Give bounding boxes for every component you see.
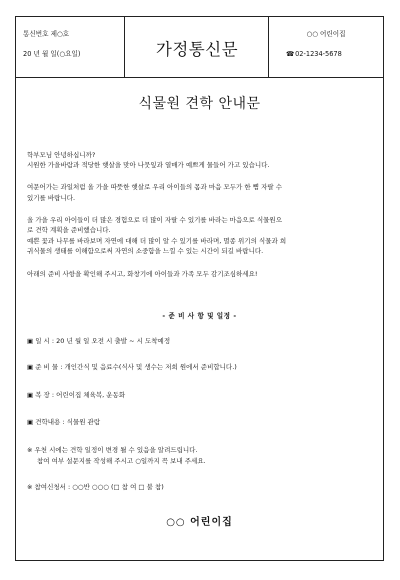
body-line: 로 견학 계획을 준비했습니다. [27, 226, 111, 234]
signup-line: ※ 참여신청서 : ○○반 ○○○ (□ 참 여 □ 불 참) [27, 483, 164, 491]
body-line: 시원한 가을바람과 적당한 햇살을 맞아 나뭇잎과 열매가 예쁘게 물들어 가고 있습니다. [27, 161, 270, 169]
issue-info-box [16, 17, 125, 77]
body-line: 올 가을 우리 아이들이 더 많은 경험으로 더 많이 자랄 수 있기를 바라는 마음으로 식물원으 [27, 216, 282, 224]
program-item: ▣ 견학내용 : 식물원 관람 [27, 418, 101, 426]
notice-line: ※ 우천 시에는 견학 일정이 변경 될 수 있음을 알려드립니다. [27, 446, 198, 454]
supplies-item: ▣ 준 비 물 : 개인간식 및 음료수(식사 및 생수는 저희 원에서 준비합니다.) [27, 363, 237, 371]
school-name: ○○ 어린이집 [306, 30, 346, 38]
dress-code-item: ▣ 복 장 : 어린이집 체육복, 운동화 [27, 391, 126, 399]
body-line: 있기를 바랍니다. [27, 194, 76, 202]
notice-line: 참여 여부 설문지를 작성해 주시고 ○일까지 꼭 보내 주세요. [37, 457, 206, 465]
footer-school-name: ○○ 어린이집 [166, 517, 233, 528]
title-box [125, 17, 269, 77]
body-line: 여문어가는 과일처럼 올 가을 따뜻한 햇살로 우리 아이들의 몸과 마음 모두가 한 뼘 자랄 수 [27, 183, 282, 191]
newsletter-page [15, 16, 384, 561]
document-title: 식물원 견학 안내문 [138, 96, 261, 112]
body-line: 귀식물의 생태를 이해함으로써 자연의 소중함을 느낄 수 있는 시간이 되길 바랍니다. [27, 247, 264, 255]
phone-line [286, 50, 342, 59]
section-heading: - 준 비 사 항 및 일정 - [162, 312, 237, 320]
body-line: 아래의 준비 사항을 확인해 주시고, 화창기에 아이들과 가족 모두 감기조심하세요! [27, 270, 258, 278]
body-line: 학부모님 안녕하십니까? [27, 151, 96, 159]
header-divider [16, 77, 383, 78]
phone-icon: ☎ [286, 50, 295, 58]
newsletter-header [16, 17, 383, 77]
body-line: 예쁜 꽃과 나무를 바라보며 자연에 대해 더 많이 알 수 있기를 바라며, 멸종 위기의 식물과 희 [27, 237, 287, 245]
schedule-item: ▣ 일 시 : 20 년 월 일 오전 시 출발 ~ 시 도착예정 [27, 337, 171, 345]
phone-number: 02-1234-5678 [295, 50, 342, 58]
newsletter-title: 가정통신문 [155, 40, 239, 59]
issue-date: 20 년 월 일(○요일) [23, 50, 81, 58]
issue-number: 통신번호 제○호 [23, 30, 70, 38]
school-info-box [269, 17, 383, 77]
